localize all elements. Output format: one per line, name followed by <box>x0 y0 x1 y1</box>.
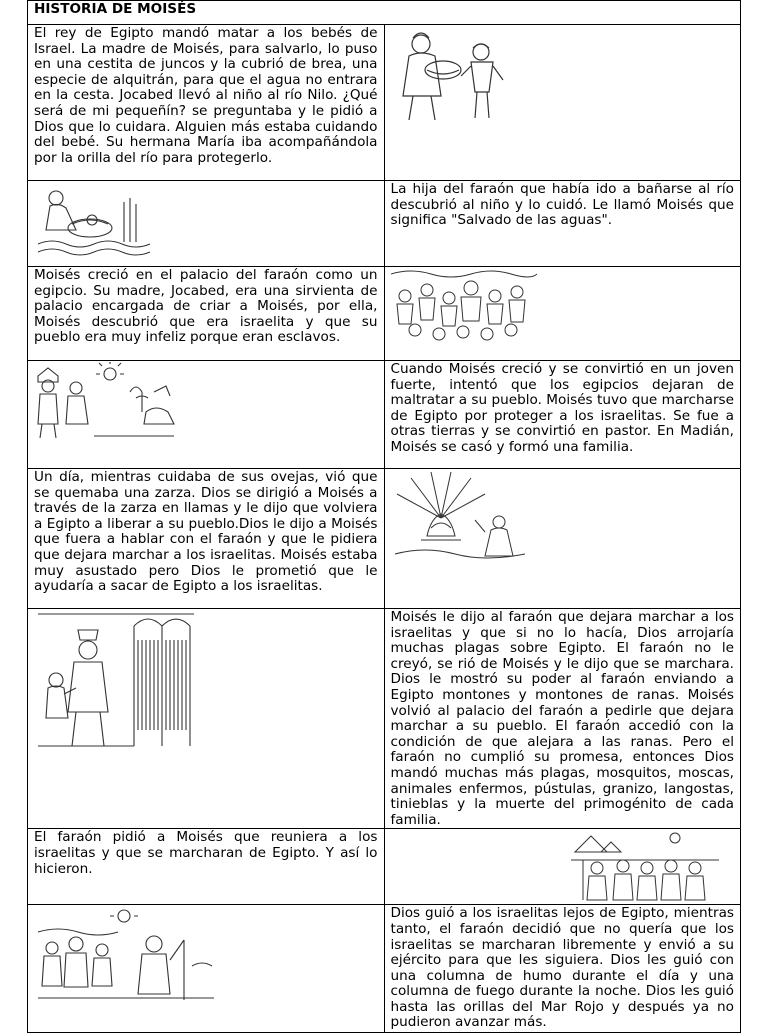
story-text: Moisés le dijo al faraón que dejara marchar a los israelitas y que si no lo hacía, Dios arrojaría muchas plagas sobre Egipto. El faraón no le creyó, se rió de Moisés y le dijo que se marchara. Dios le mostró su poder al faraón enviando a Egipto montones y montones de ranas. Moisés volvió al palacio del faraón a pedirle que dejara marchar a su pueblo. El faraón accedió con la condición de que alejara a las ranas. Pero el faraón no cumplió su promesa, entonces Dios mandó muchas más plagas, mosquitos, moscas, animales enfermos, pústulas, granizo, langostas, tinieblas y la muerte del primogénito de cada familia. <box>384 609 741 829</box>
egyptian-taskmaster-and-slaves-illustration <box>34 362 178 442</box>
story-text: El rey de Egipto mandó matar a los bebés de Israel. La madre de Moisés, para salvarlo, lo puso en una cestita de juncos y la cubrió de brea, una especie de alquitrán, para que el agua no entrara en la cesta. Jocabed llevó al niño al río Nilo. ¿Qué será de mi pequeñín? se preguntaba y le pidió a Dios que lo cuidara. Alguien más estaba cuidando del bebé. Su hermana María iba acompañándola por la orilla del río para protegerlo. <box>28 25 385 181</box>
title-row <box>28 1 741 25</box>
illustration-cell <box>384 267 741 361</box>
story-text: La hija del faraón que había ido a bañarse al río descubrió al niño y lo cuidó. Le llamó Moisés que significa "Salvado de las aguas". <box>384 181 741 267</box>
story-text: Un día, mientras cuidaba de sus ovejas, vió que se quemaba una zarza. Dios se dirigió a Moisés a través de la zarza en llamas y le dijo que volviera a Egipto a liberar a su pueblo.Dios le dijo a Moisés que fuera a hablar con el faraón y que le pidiera que dejara marchar a los israelitas. Moisés estaba muy asustado pero Dios le prometió que le ayudaría a sacar de Egipto a los israelitas. <box>28 469 385 609</box>
story-table <box>27 0 741 1033</box>
table-row <box>28 181 741 267</box>
table-row <box>28 25 741 181</box>
table-row <box>28 361 741 469</box>
story-text: El faraón pidió a Moisés que reuniera a los israelitas y que se marcharan de Egipto. Y así lo hicieron. <box>28 829 385 905</box>
worksheet <box>27 0 741 1031</box>
story-text: Dios guió a los israelitas lejos de Egipto, mientras tanto, el faraón decidió que no quería que los israelitas se marcharan libremente y envió a su ejército para que les siguiera. Dios les guió con una columna de humo durante el día y una columna de fuego durante la noche. Dios les guió hasta las orillas del Mar Rojo y después ya no pudieron avanzar más. <box>384 905 741 1033</box>
story-text: Cuando Moisés creció y se convirtió en un joven fuerte, intentó que los egipcios dejaran de maltratar a su pueblo. Moisés tuvo que marcharse de Egipto por proteger a los israelitas. Se fue a otras tierras y se convirtió en pastor. En Madián, Moisés se casó y formó una familia. <box>384 361 741 469</box>
moses-before-pharaoh-in-palace-illustration <box>34 610 198 750</box>
moses-leading-people-at-sea-illustration <box>34 906 216 1002</box>
page-title: HISTORIA DE MOISÉS <box>28 1 741 25</box>
burning-bush-and-moses-illustration <box>391 470 529 564</box>
table-row <box>28 609 741 829</box>
table-row <box>28 829 741 905</box>
illustration-cell <box>384 25 741 181</box>
story-text: Moisés creció en el palacio del faraón como un egipcio. Su madre, Jocabed, era una sirvienta de palacio encargada de criar a Moisés, por ella, Moisés descubrió que era israelita y que su pueblo era muy infeliz porque eran esclavos. <box>28 267 385 361</box>
illustration-cell <box>384 469 741 609</box>
mother-and-daughter-with-basket-illustration <box>391 26 521 126</box>
illustration-cell <box>28 609 385 829</box>
table-row <box>28 905 741 1033</box>
illustration-cell <box>28 905 385 1033</box>
table-row <box>28 469 741 609</box>
table-row <box>28 267 741 361</box>
israelites-leaving-egypt-illustration <box>571 830 719 904</box>
illustration-cell <box>28 181 385 267</box>
baby-in-basket-on-river-illustration <box>34 182 154 262</box>
illustration-cell <box>384 829 741 905</box>
illustration-cell <box>28 361 385 469</box>
crowd-of-people-illustration <box>391 268 537 352</box>
